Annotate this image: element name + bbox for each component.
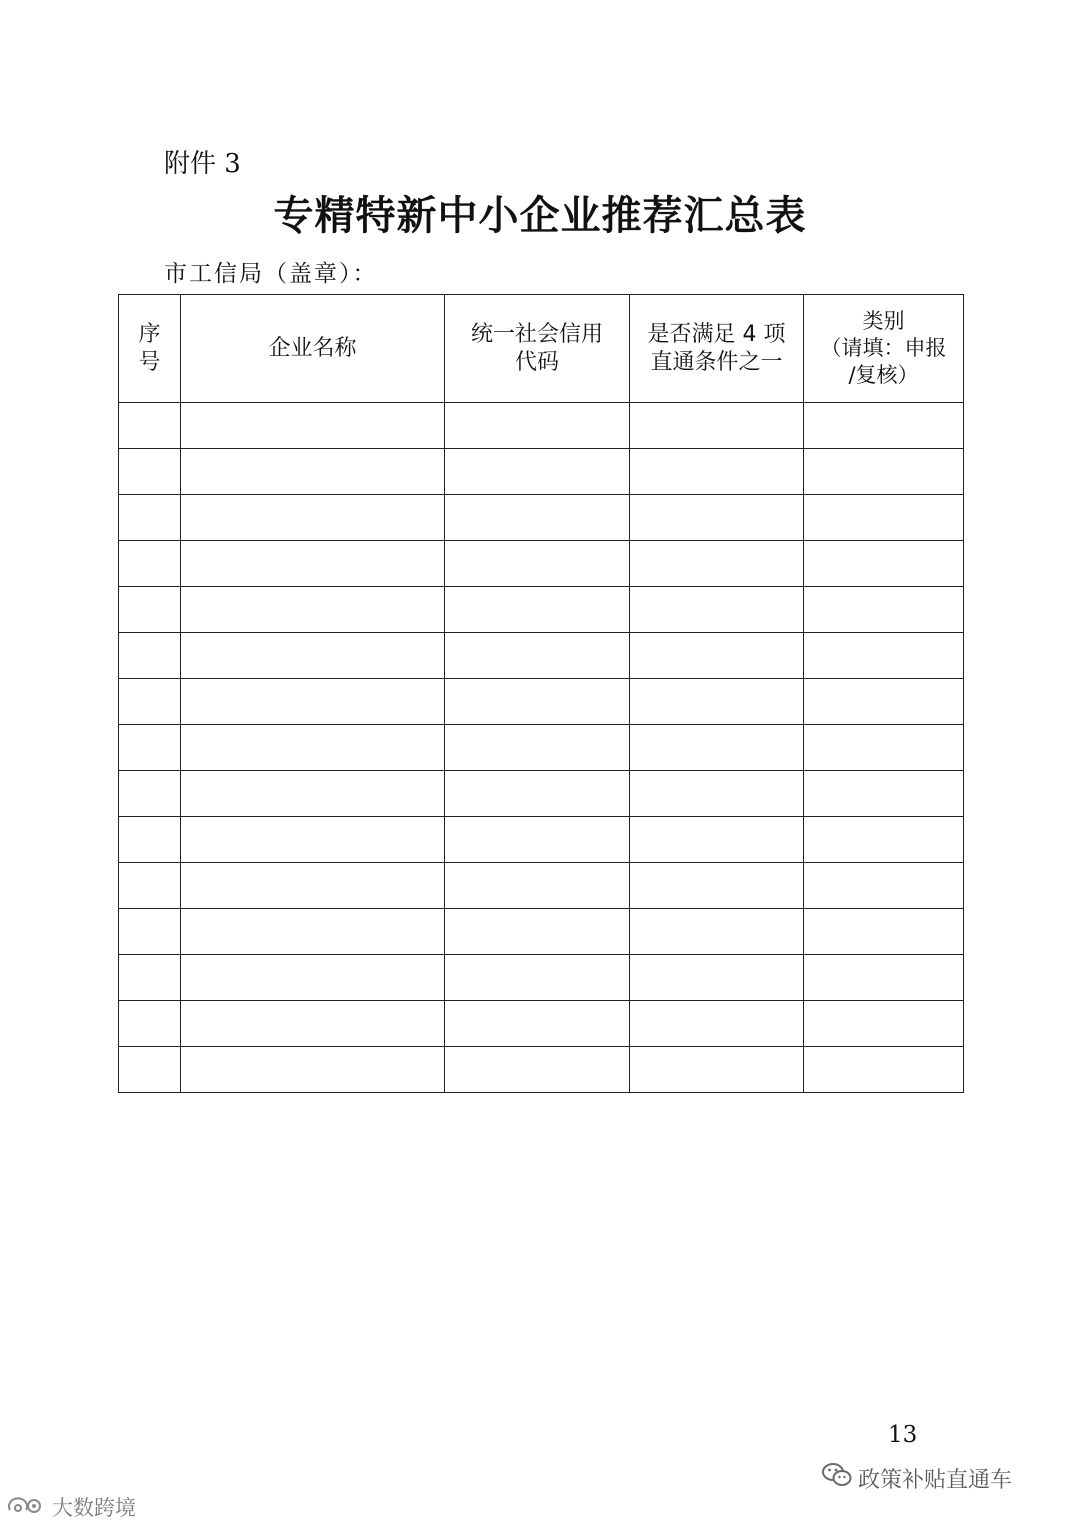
- table-cell[interactable]: [804, 403, 964, 449]
- watermark-left-text: 大数跨境: [52, 1496, 136, 1520]
- table-cell[interactable]: [804, 955, 964, 1001]
- table-cell[interactable]: [181, 1047, 445, 1093]
- table-cell[interactable]: [630, 541, 804, 587]
- table-row: [119, 403, 964, 449]
- header-line: 代码: [514, 349, 559, 375]
- table-cell[interactable]: [445, 1001, 630, 1047]
- table-cell[interactable]: [445, 817, 630, 863]
- table-cell[interactable]: [181, 771, 445, 817]
- table-cell[interactable]: [119, 449, 181, 495]
- bureau-stamp-label: 市工信局（盖章）：: [164, 261, 378, 287]
- table-cell[interactable]: [119, 955, 181, 1001]
- table-cell[interactable]: [630, 1047, 804, 1093]
- table-cell[interactable]: [119, 403, 181, 449]
- table-row: [119, 495, 964, 541]
- table-body: [119, 403, 964, 1093]
- watermark-right: [822, 1462, 1012, 1494]
- table-cell[interactable]: [630, 955, 804, 1001]
- table-cell[interactable]: [181, 403, 445, 449]
- table-cell[interactable]: [119, 587, 181, 633]
- table-cell[interactable]: [119, 541, 181, 587]
- table-cell[interactable]: [630, 909, 804, 955]
- header-company-name: [181, 295, 445, 403]
- table-cell[interactable]: [804, 817, 964, 863]
- table-row: [119, 633, 964, 679]
- header-line: 直通条件之一: [650, 349, 783, 375]
- table-cell[interactable]: [804, 725, 964, 771]
- header-line: 是否满足 4 项: [647, 321, 786, 347]
- table-cell[interactable]: [445, 495, 630, 541]
- table-row: [119, 1047, 964, 1093]
- table-cell[interactable]: [630, 449, 804, 495]
- table-cell[interactable]: [804, 495, 964, 541]
- table-cell[interactable]: [181, 495, 445, 541]
- table-cell[interactable]: [804, 633, 964, 679]
- table-row: [119, 587, 964, 633]
- table-cell[interactable]: [804, 541, 964, 587]
- table-cell[interactable]: [119, 771, 181, 817]
- table-cell[interactable]: [630, 817, 804, 863]
- table-cell[interactable]: [445, 587, 630, 633]
- table-cell[interactable]: [804, 1001, 964, 1047]
- header-direct-conditions: [630, 295, 804, 403]
- table-cell[interactable]: [119, 679, 181, 725]
- table-row: [119, 449, 964, 495]
- header-line: 序: [138, 321, 161, 347]
- table-cell[interactable]: [119, 909, 181, 955]
- header-serial-number: [119, 295, 181, 403]
- watermark-left: [6, 1492, 136, 1522]
- header-line: 企业名称: [268, 335, 357, 361]
- table-cell[interactable]: [445, 1047, 630, 1093]
- table-cell[interactable]: [181, 587, 445, 633]
- table-row: [119, 909, 964, 955]
- table-cell[interactable]: [630, 679, 804, 725]
- header-line: 统一社会信用: [470, 321, 603, 347]
- table-cell[interactable]: [445, 863, 630, 909]
- table-cell[interactable]: [804, 863, 964, 909]
- table-cell[interactable]: [181, 863, 445, 909]
- table-cell[interactable]: [445, 541, 630, 587]
- recommendation-summary-table: [118, 294, 964, 1093]
- table-cell[interactable]: [630, 771, 804, 817]
- table-cell[interactable]: [445, 403, 630, 449]
- table-cell[interactable]: [804, 909, 964, 955]
- table-row: [119, 541, 964, 587]
- table-row: [119, 817, 964, 863]
- table-cell[interactable]: [119, 863, 181, 909]
- header-line: 类别: [862, 309, 905, 333]
- header-category: [804, 295, 964, 403]
- table-cell[interactable]: [445, 679, 630, 725]
- table-cell[interactable]: [445, 909, 630, 955]
- header-credit-code: [445, 295, 630, 403]
- table-cell[interactable]: [630, 633, 804, 679]
- table-cell[interactable]: [181, 633, 445, 679]
- table-cell[interactable]: [804, 679, 964, 725]
- table-cell[interactable]: [630, 403, 804, 449]
- table-cell[interactable]: [181, 541, 445, 587]
- table-row: [119, 863, 964, 909]
- table-cell[interactable]: [804, 771, 964, 817]
- table-cell[interactable]: [630, 1001, 804, 1047]
- table-row: [119, 679, 964, 725]
- table-cell[interactable]: [181, 725, 445, 771]
- table-cell[interactable]: [119, 1001, 181, 1047]
- watermark-right-text: 政策补贴直通车: [858, 1467, 1013, 1493]
- table-cell[interactable]: [630, 863, 804, 909]
- table-cell[interactable]: [804, 449, 964, 495]
- table-cell[interactable]: [445, 955, 630, 1001]
- header-line: （请填：申报: [820, 336, 947, 360]
- table-cell[interactable]: [804, 1047, 964, 1093]
- table-cell[interactable]: [630, 587, 804, 633]
- table-cell[interactable]: [119, 1047, 181, 1093]
- table-cell[interactable]: [181, 955, 445, 1001]
- table-row: [119, 725, 964, 771]
- table-cell[interactable]: [804, 587, 964, 633]
- table-row: [119, 771, 964, 817]
- table-cell[interactable]: [119, 725, 181, 771]
- table-row: [119, 1001, 964, 1047]
- table-cell[interactable]: [181, 1001, 445, 1047]
- table-cell[interactable]: [630, 725, 804, 771]
- weibo-icon: [6, 1494, 52, 1521]
- table-cell[interactable]: [445, 633, 630, 679]
- table-cell[interactable]: [119, 817, 181, 863]
- table-cell[interactable]: [181, 909, 445, 955]
- page-number: 13: [888, 1422, 918, 1448]
- document-title: 专精特新中小企业推荐汇总表: [273, 192, 807, 239]
- table-cell[interactable]: [445, 449, 630, 495]
- header-line: /复核）: [848, 363, 919, 387]
- wechat-icon: [822, 1462, 858, 1494]
- table-cell[interactable]: [630, 495, 804, 541]
- table-header-row: [119, 295, 964, 403]
- table-cell[interactable]: [181, 449, 445, 495]
- attachment-label: 附件 3: [164, 149, 241, 179]
- table-cell[interactable]: [445, 725, 630, 771]
- table-cell[interactable]: [181, 817, 445, 863]
- table-cell[interactable]: [181, 679, 445, 725]
- table-row: [119, 955, 964, 1001]
- header-line: 号: [138, 349, 161, 375]
- table-cell[interactable]: [119, 633, 181, 679]
- table-cell[interactable]: [119, 495, 181, 541]
- table-cell[interactable]: [445, 771, 630, 817]
